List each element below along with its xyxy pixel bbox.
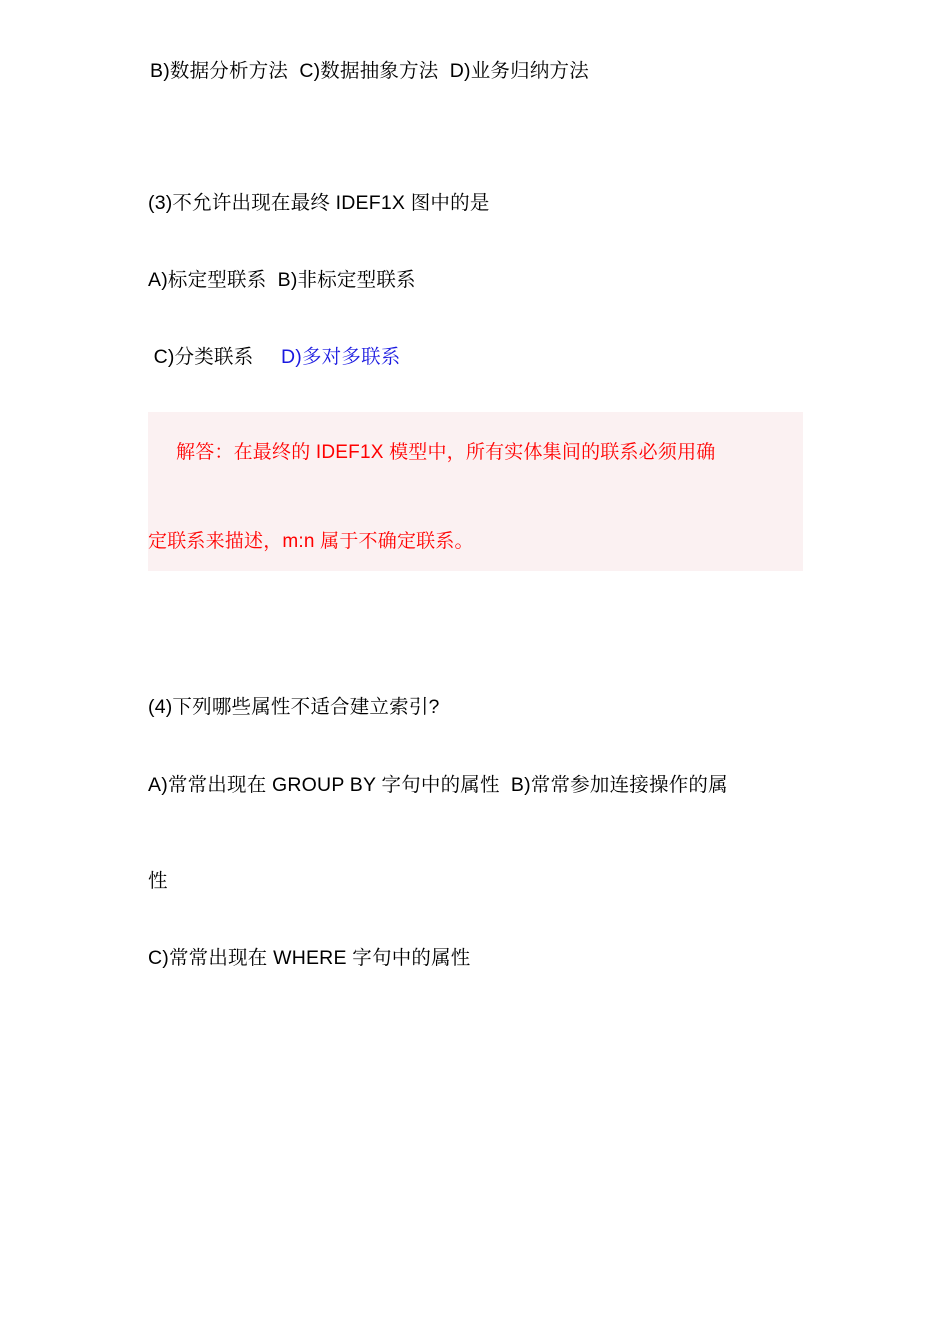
text-line-q3-option-d-highlighted: D)多对多联系	[281, 346, 401, 368]
text-line-q3-option-ab: A)标定型联系 B)非标定型联系	[148, 269, 416, 291]
answer-explanation-line-2: 定联系来描述，m:n 属于不确定联系。	[148, 531, 474, 552]
text-line-q2-options: B)数据分析方法 C)数据抽象方法 D)业务归纳方法	[150, 60, 589, 82]
text-line-q4-option-b-wrap: 性	[148, 870, 168, 892]
text-line-q3-option-c: C)分类联系	[148, 346, 260, 368]
text-line-q4-stem: (4)下列哪些属性不适合建立索引?	[148, 696, 440, 718]
text-line-q4-option-c: C)常常出现在 WHERE 字句中的属性	[148, 947, 471, 969]
answer-explanation-line-1: 解答：在最终的 IDEF1X 模型中，所有实体集间的联系必须用确	[176, 442, 716, 463]
text-line-q3-stem: (3)不允许出现在最终 IDEF1X 图中的是	[148, 192, 490, 214]
text-line-q4-option-a-b: A)常常出现在 GROUP BY 字句中的属性 B)常常参加连接操作的属	[148, 774, 728, 796]
